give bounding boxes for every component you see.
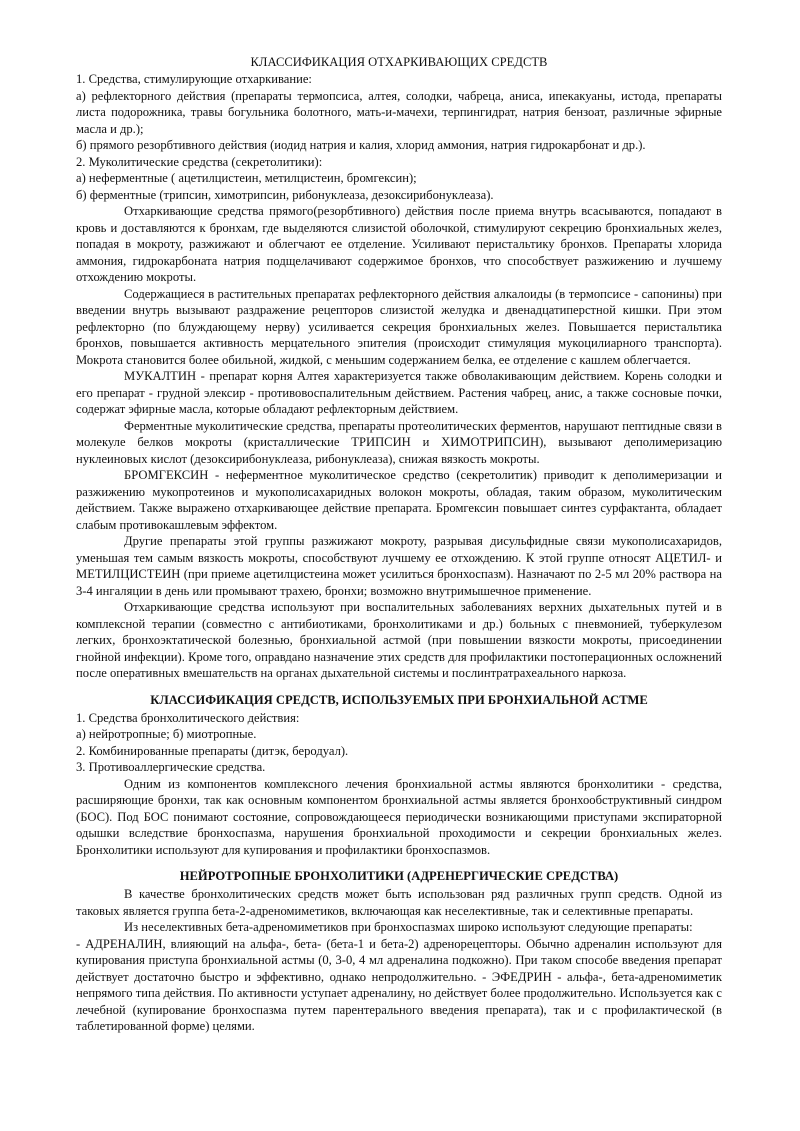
expectorants-description bbox=[76, 203, 722, 682]
paragraph: Отхаркивающие средства прямого(резорбтивного) действия после приема внутрь всасываются, попадают в кровь и доставляются к бронхам, где выделяются слизистой оболочкой, стимулируют секрецию бронхиальных желез, попадая в мокроту, разжижают и облегчают ее отделение. Усиливают перистальтику бронхов. Препараты хлорида аммония, гидрокарбоната натрия подщелачивают содержимое бронхов, что способствует разжижению и лучшему отхождению мокроты. bbox=[76, 204, 722, 284]
paragraph: Отхаркивающие средства используют при воспалительных заболеваниях верхних дыхательных путей и в комплексной терапии (совместно с антибиотиками, бронхолитиками и др.) больных с пневмонией, туберкулезом легких, бронхоэктатической болезнью, бронхиальной астмой (при повышении вязкости мокроты, присоединении гнойной инфекции). Кроме того, оправдано назначение этих средств для профилактики постоперационных осложнений после оперативных вмешательств на органах дыхательной системы и послинтратрахеального наркоза. bbox=[76, 600, 722, 680]
classification-line: 1. Средства, стимулирующие отхаркивание: bbox=[76, 72, 312, 86]
paragraph: Другие препараты этой группы разжижают мокроту, разрывая дисульфидные связи мукополисахаридов, уменьшая тем самым вязкость мокроты, способствуют лучшему ее отхождению. К этой группе относят АЦЕТИЛ- и МЕТИЛЦИСТЕИН (при приеме ацетилцистеина может усилиться бронхоспазм). Назначают по 2-5 мл 20% раствора на 3-4 ингаляции в день или промывают трахею, бронхи; возможно внутримышечное применение. bbox=[76, 534, 722, 598]
bronchodilators-description bbox=[76, 886, 722, 1035]
title-neurotropic-bronchodilators: НЕЙРОТРОПНЫЕ БРОНХОЛИТИКИ (АДРЕНЕРГИЧЕСКИЕ СРЕДСТВА) bbox=[179, 869, 619, 883]
paragraph: МУКАЛТИН - препарат корня Алтея характеризуется также обволакивающим действием. Корень солодки и его препарат - грудной элексир - противовоспалительным действием. Растения чабрец, анис, а также сосновые почки, содержат эфирные масла, которые обладают рефлекторным действием. bbox=[76, 369, 722, 416]
expectorants-classification-list bbox=[76, 71, 722, 203]
classification-line: а) рефлекторного действия (препараты термопсиса, алтея, солодки, чабреца, аниса, ипекакуаны, истода, препараты листа подорожника, травы богульника болотного, мать-и-мачехи, терпингидрат, натрия бензоат, различные эфирные масла и др.); bbox=[76, 88, 722, 136]
classification-line: 2. Муколитические средства (секретолитики): bbox=[76, 154, 323, 169]
paragraph: БРОМГЕКСИН - неферментное муколитическое средство (секретолитик) приводит к деполимеризации и разжижению мукопротеинов и мукополисахаридных волокон мокроты, обладая, таким образом, муколитическим действием. Также выражено отхаркивающее действие препарата. Бромгексин повышает синтез сурфактанта, обладает слабым противокашлевым эффектом. bbox=[76, 468, 722, 532]
classification-line: а) нейротропные; б) миотропные. bbox=[76, 727, 257, 741]
classification-line: 1. Средства бронхолитического действия: bbox=[76, 710, 300, 725]
title-expectorants-classification: КЛАССИФИКАЦИЯ ОТХАРКИВАЮЩИХ СРЕДСТВ bbox=[250, 55, 548, 69]
paragraph: Из неселективных бета-адреномиметиков при бронхоспазмах широко используют следующие препараты: bbox=[124, 920, 693, 934]
classification-line: 3. Противоаллергические средства. bbox=[76, 760, 266, 774]
asthma-description bbox=[76, 776, 722, 859]
classification-line: б) ферментные (трипсин, химотрипсин, рибонуклеаза, дезоксирибонуклеаза). bbox=[76, 187, 494, 202]
classification-line: б) прямого резорбтивного действия (иодид натрия и калия, хлорид аммония, натрия гидрокарбонат и др.). bbox=[76, 138, 646, 152]
paragraph: Одним из компонентов комплексного лечения бронхиальной астмы являются бронхолитики - средства, расширяющие бронхи, так как основным компонентом бронхиальной астмы является бронхообструктивный синдром (БОС). Под БОС понимают состояние, сопровождающееся периодически возникающими приступами экспираторной одышки вследствие бронхоспазма, нарушения бронхиальной проходимости и секреции бронхиальных желез. Бронхолитики используют для купирования и профилактики бронхоспазмов. bbox=[76, 776, 722, 857]
classification-line: а) неферментные ( ацетилцистеин, метилцистеин, бромгексин); bbox=[76, 171, 417, 185]
paragraph: В качестве бронхолитических средств может быть использован ряд различных групп средств. Одной из таковых является группа бета-2-адреномиметиков, включающая как неселективные, так и селективные препараты. bbox=[76, 887, 722, 918]
drug-description: - АДРЕНАЛИН, влияющий на альфа-, бета- (бета-1 и бета-2) адренорецепторы. Обычно адреналин используют для купирования приступа бронхиальной астмы (0, 3-0, 4 мл адреналина подкожно). При таком способе введения препарат действует достаточно быстро и эффективно, однако непродолжительно. - ЭФЕДРИН - альфа-, бета-адреномиметик непрямого типа действия. По активности уступает адреналину, но действует более продолжительно. Используется как с лечебной (купирование бронхоспазма путем парентерального введения препарата), так и с профилактической (в таблетированной форме) целями. bbox=[76, 936, 722, 1033]
paragraph: Содержащиеся в растительных препаратах рефлекторного действия алкалоиды (в термопсисе - сапонины) при введении внутрь вызывают раздражение рецепторов слизистой желудка и двенадцатиперстной кишки. При этом рефлекторно (по блуждающему нерву) усиливается секреция бронхиальных желез. Повышается перистальтика бронхов, повышается активность мерцательного эпителия (происходит стимуляция мукоцилиарного транспорта). Мокрота становится более обильной, жидкой, с меньшим содержанием белка, ее отделение с кашлем облегчается. bbox=[76, 286, 722, 367]
paragraph: Ферментные муколитические средства, препараты протеолитических ферментов, нарушают пептидные связи в молекуле белков мокроты (кристаллические ТРИПСИН и ХИМОТРИПСИН), вызывают деполимеризацию нуклеиновых кислот (дезоксирибонуклеаза, рибонуклеаза), снижая вязкость мокроты. bbox=[76, 418, 722, 466]
classification-line: 2. Комбинированные препараты (дитэк, беродуал). bbox=[76, 743, 349, 758]
asthma-classification-list bbox=[76, 710, 722, 776]
title-asthma-drugs-classification: КЛАССИФИКАЦИЯ СРЕДСТВ, ИСПОЛЬЗУЕМЫХ ПРИ БРОНХИАЛЬНОЙ АСТМЕ bbox=[150, 692, 648, 707]
document-page bbox=[76, 54, 722, 1035]
